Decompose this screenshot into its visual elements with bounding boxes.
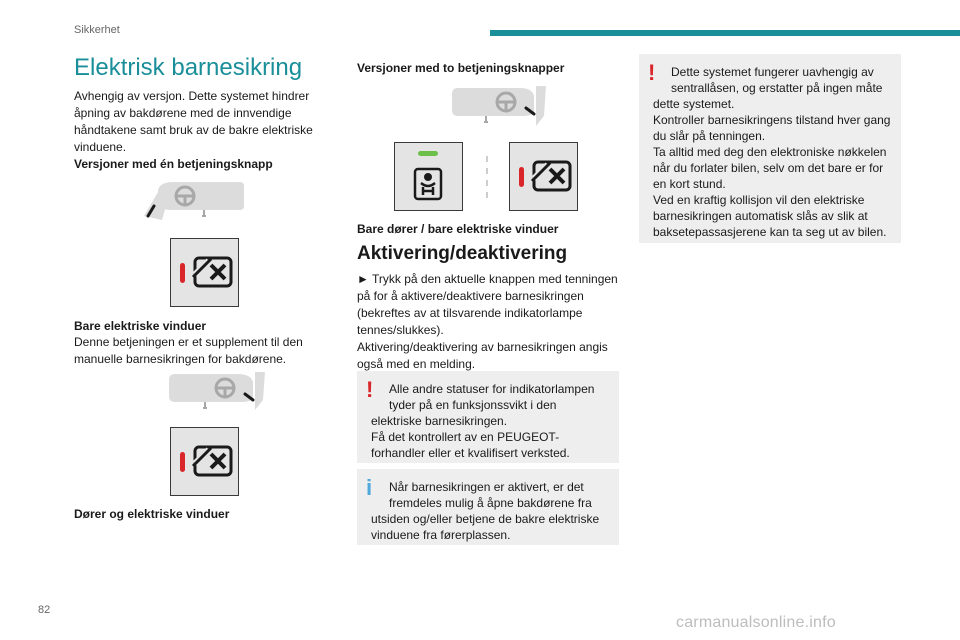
section-label: Sikkerhet [74,24,120,36]
info-text-rest: utsiden og/eller betjene de bakre elektriske vinduene fra førerplassen. [371,512,600,542]
car-door-diagram-icon [167,370,271,414]
caption-doors-windows-title: Dører og elektriske vinduer [74,507,230,521]
car-door-diagram-icon [450,84,554,130]
info-text-first: Når barnesikringen er aktivert, er det fremdeles mulig å åpne bakdørene fra [389,480,592,510]
info-note-outside [357,469,619,545]
warning-note-independent [639,54,901,243]
window-lock-button-icon [171,428,238,495]
window-lock-button-right[interactable] [509,142,578,211]
activation-step: ► Trykk på den aktuelle knappen med tenningen på for å aktivere/deaktivere barnesikringen (bekreftes av at tilsvarende indikatorlampe tennes/slukkes). [357,272,618,337]
page-title: Elektrisk barnesikring [74,54,303,81]
caption-windows-only-text: Denne betjeningen er et supplement til den manuelle barnesikringen for bakdørene. [74,335,303,366]
window-lock-button[interactable] [170,238,239,307]
door-child-lock-button[interactable] [394,142,463,211]
activation-message-note: Aktivering/deaktivering av barnesikringen angis også med en melding. [357,340,608,371]
window-lock-button-icon [510,143,577,210]
take-key-line: Ta alltid med deg den elektroniske nøkkelen når du forlater bilen, selv om det bare er for en kort stund. [653,145,887,191]
collision-line: Ved en kraftig kollisjon vil den elektriske barnesikringen automatisk slås av slik at baksetepassasjerene kan ta seg ut av bilen. [653,193,887,239]
page-number: 82 [38,604,51,616]
warning-exclamation-icon: ! [648,60,656,85]
subheading-one-button: Versjoner med én betjeningsknapp [74,157,273,171]
caption-windows-only-title: Bare elektriske vinduer [74,319,207,333]
check-status-line: Kontroller barnesikringens tilstand hver gang du slår på tenningen. [653,113,891,143]
subheading-two-buttons: Versjoner med to betjeningsknapper [357,61,565,75]
door-window-lock-button[interactable] [170,427,239,496]
window-lock-button-icon [171,239,238,306]
info-icon: i [366,475,373,500]
warning-exclamation-icon: ! [366,377,374,402]
header-accent-bar [490,30,960,36]
warning-note-malfunction [357,371,619,463]
caption-doors-or-windows: Bare dører / bare elektriske vinduer [357,222,559,236]
warning-text-rest: dette systemet. [653,97,735,111]
car-door-diagram-icon [140,176,246,226]
warning-text-first: Alle andre statuser for indikatorlampen tyder på en funksjonssvikt i den [389,382,595,412]
section-title-activation: Aktivering/deaktivering [357,243,568,264]
intro-text: Avhengig av versjon. Dette systemet hindrer åpning av bakdørene med de innvendige håndtakene samt bruk av de bakre elektriske vinduene. [74,89,313,154]
warning-text-rest: elektriske barnesikringen. [371,414,508,428]
child-lock-button-icon [395,143,462,210]
button-divider [483,156,491,200]
warning-text-extra: Få det kontrollert av en PEUGEOT-forhandler eller et kvalifisert verksted. [371,430,570,460]
watermark: carmanualsonline.info [676,614,836,631]
warning-text-first: Dette systemet fungerer uavhengig av sentrallåsen, og erstatter på ingen måte [671,65,883,95]
